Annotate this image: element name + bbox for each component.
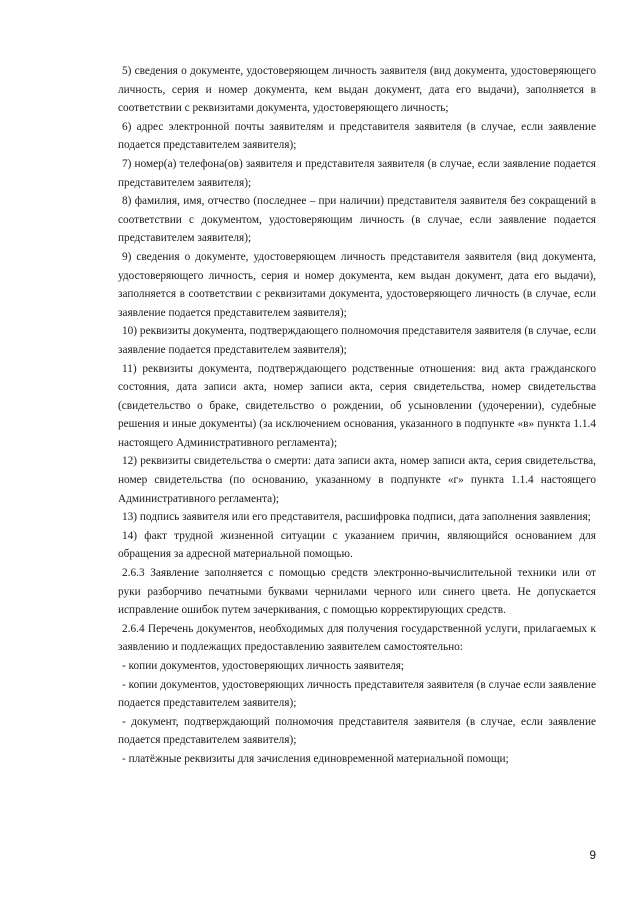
document-list-item: - платёжные реквизиты для зачисления единовременной материальной помощи; — [122, 752, 509, 765]
page-number: 9 — [589, 848, 596, 862]
paragraph-item-10: 10) реквизиты документа, подтверждающего полномочия представителя заявителя (в случае, если заявление подается представителем заявителя); — [118, 325, 596, 356]
paragraph-item-6: 6) адрес электронной почты заявителям и представителя заявителя (в случае, если заявление подается представителем заявителя); — [118, 120, 596, 152]
document-list-item: - документ, подтверждающий полномочия представителя заявителя (в случае, если заявление подается представителем заявителя); — [118, 715, 596, 747]
document-list-item: - копии документов, удостоверяющих личность представителя заявителя (в случае если заявление подается представителем заявителя); — [118, 678, 596, 710]
document-body — [118, 62, 596, 769]
section-2-6-3-paragraph: 2.6.3 Заявление заполняется с помощью средств электронно-вычислительной техники или от руки разборчиво печатными буквами чернилами черного или синего цвета. Не допускается исправление ошибок путем зачеркивания, с помощью корректирующих средств. — [118, 567, 596, 617]
paragraph-item-7: 7) номер(а) телефона(ов) заявителя и представителя заявителя (в случае, если заявление подается представителем заявителя); — [118, 157, 596, 189]
paragraph-item-14: 14) факт трудной жизненной ситуации с указанием причин, являющийся основанием для обращения за адресной материальной помощью. — [118, 529, 596, 561]
paragraph-item-9: 9) сведения о документе, удостоверяющем личность представителя заявителя (вид документа, удостоверяющего личность, серия и номер документа, кем выдан документ, дата его выдачи), заполняется в соответствии с реквизитами документа, удостоверяющего личность (в случае, если заявление подается представителем заявителя); — [118, 250, 596, 319]
paragraph-item-12: 12) реквизиты свидетельства о смерти: дата записи акта, номер записи акта, серия свидетельства, номер свидетельства (по основанию, указанному в подпункте «г» пункта 1.1.4 настоящего Административного регламента); — [118, 455, 596, 505]
paragraph-item-13: 13) подпись заявителя или его представителя, расшифровка подписи, дата заполнения заявления; — [122, 511, 591, 524]
paragraph-item-5: 5) сведения о документе, удостоверяющем личность заявителя (вид документа, удостоверяющего личность, серия и номер документа, кем выдан документ, дата его выдачи), заполняется в соответствии с реквизитами документа, удостоверяющего личность; — [118, 65, 596, 115]
document-list-item: - копии документов, удостоверяющих личность заявителя; — [122, 660, 405, 672]
paragraph-item-11: 11) реквизиты документа, подтверждающего родственные отношения: вид акта гражданского состояния, дата записи акта, номер записи акта, серия свидетельства, номер свидетельства (свидетельство о браке, свидетельство о рождении, об усыновлении (удочерении), судебные решения и иные документы) (за исключением основания, указанного в подпункте «в» пункта 1.1.4 настоящего Административного регламента); — [118, 362, 596, 449]
section-2-6-4-paragraph: 2.6.4 Перечень документов, необходимых для получения государственной услуги, прилагаемых к заявлению и подлежащих предоставлению заявителем самостоятельно: — [118, 622, 596, 654]
paragraph-item-8: 8) фамилия, имя, отчество (последнее – при наличии) представителя заявителя без сокращений в соответствии с документом, удостоверяющим личность (в случае, если заявление подается представителем заявителя); — [118, 195, 596, 245]
